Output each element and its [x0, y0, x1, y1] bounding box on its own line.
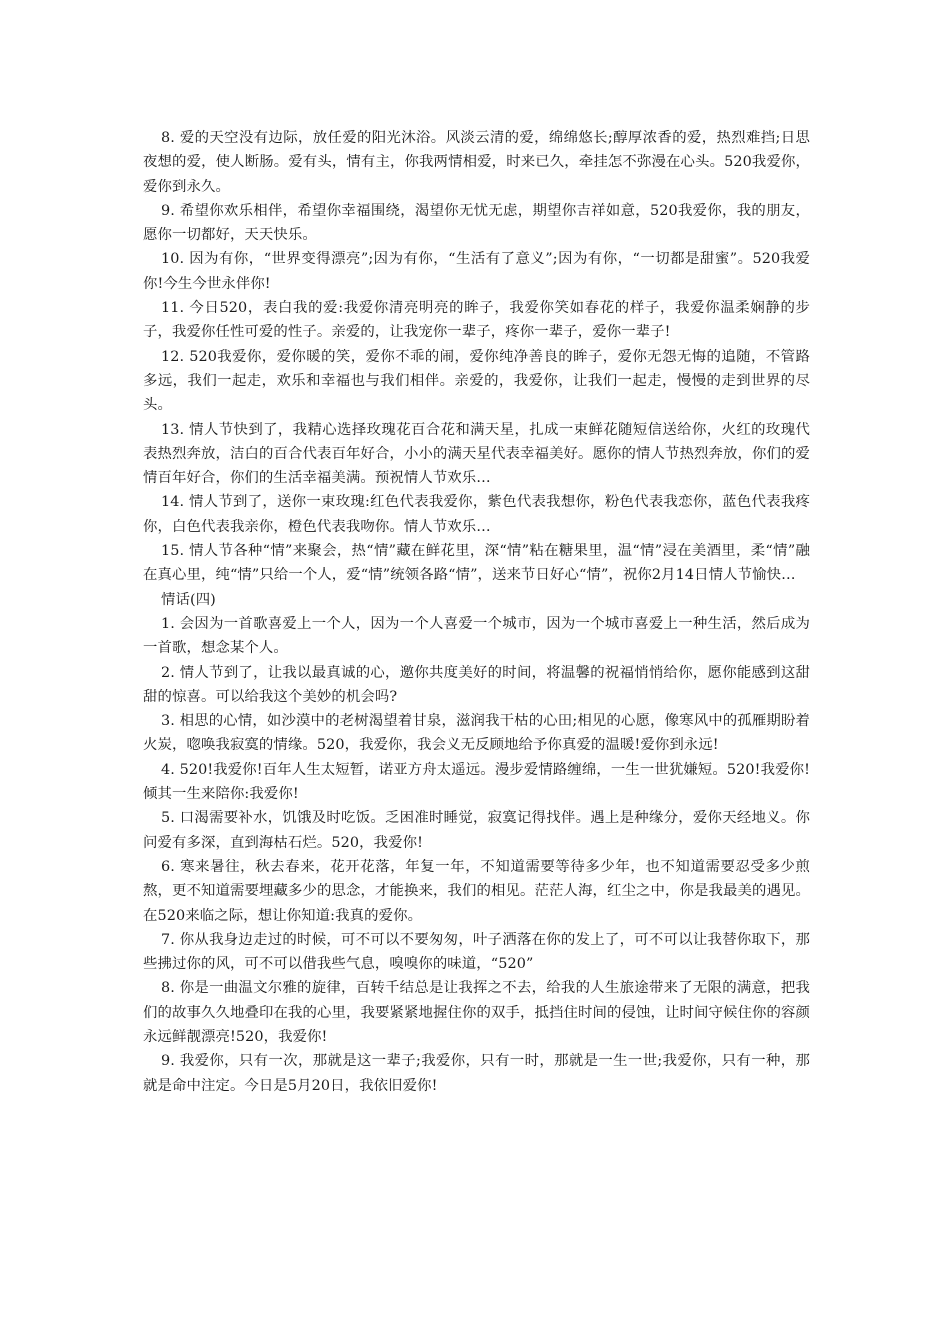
section4-paragraph-1: 1. 会因为一首歌喜爱上一个人，因为一个人喜爱一个城市，因为一个城市喜爱上一种生活，然后成为一首歌，想念某个人。 [143, 615, 810, 657]
paragraph-8: 8. 爱的天空没有边际，放任爱的阳光沐浴。风淡云清的爱，绵绵悠长;醇厚浓香的爱，热烈难挡;日思夜想的爱，使人断肠。爱有头，情有主，你我两情相爱，时来已久，牵挂怎不弥漫在心头。520我爱你，爱你到永久。 [143, 130, 810, 195]
paragraph-13: 13. 情人节快到了，我精心选择玫瑰花百合花和满天星，扎成一束鲜花随短信送给你，火红的玫瑰代表热烈奔放，洁白的百合代表百年好合，小小的满天星代表幸福美好。愿你的情人节热烈奔放，你们的爱情百年好合，你们的生活幸福美满。预祝情人节欢乐… [143, 421, 810, 487]
section4-paragraph-3: 3. 相思的心情，如沙漠中的老树渴望着甘泉，滋润我干枯的心田;相见的心愿，像寒风中的孤雁期盼着火炭，唿唤我寂寞的情缘。520，我爱你，我会义无反顾地给予你真爱的温暖!爱你到永远! [143, 713, 810, 754]
paragraph-14: 14. 情人节到了，送你一束玫瑰:红色代表我爱你，紫色代表我想你，粉色代表我恋你，蓝色代表我疼你，白色代表我亲你，橙色代表我吻你。情人节欢乐… [143, 494, 810, 535]
section4-paragraph-8: 8. 你是一曲温文尔雅的旋律，百转千结总是让我挥之不去，给我的人生旅途带来了无限的满意，把我们的故事久久地叠印在我的心里，我要紧紧地握住你的双手，抵挡住时间的侵蚀，让时间守候住你的容颜永远鲜靓漂亮!520，我爱你! [143, 980, 810, 1045]
paragraph-15: 15. 情人节各种“情”来聚会，热“情”藏在鲜花里，深“情”粘在糖果里，温“情”浸在美酒里，柔“情”融在真心里，纯“情”只给一个人，爱“情”统领各路“情”，送来节日好心“情”，祝你2月14日情人节愉快… [143, 543, 810, 584]
paragraph-10: 10. 因为有你，“世界变得漂亮”;因为有你，“生活有了意义”;因为有你，“一切都是甜蜜”。520我爱你!今生今世永伴你! [143, 251, 810, 292]
section-title: 情话(四) [161, 591, 216, 608]
section4-paragraph-6: 6. 寒来暑往，秋去春来，花开花落，年复一年，不知道需要等待多少年，也不知道需要忍受多少煎熬，更不知道需要埋藏多少的思念，才能换来，我们的相见。茫茫人海，红尘之中，你是我最美的遇见。在520来临之际，想让你知道:我真的爱你。 [143, 858, 810, 924]
section4-paragraph-4: 4. 520!我爱你!百年人生太短暂，诺亚方舟太遥远。漫步爱情路缠绵，一生一世犹嫌短。520!我爱你!倾其一生来陪你:我爱你! [143, 761, 810, 803]
section4-paragraph-2: 2. 情人节到了，让我以最真诚的心，邀你共度美好的时间，将温馨的祝福悄悄给你，愿你能感到这甜甜的惊喜。可以给我这个美妙的机会吗? [143, 664, 810, 705]
section4-paragraph-9: 9. 我爱你，只有一次，那就是这一辈子;我爱你，只有一时，那就是一生一世;我爱你，只有一种，那就是命中注定。今日是5月20日，我依旧爱你! [143, 1053, 810, 1094]
section4-paragraph-7: 7. 你从我身边走过的时候，可不可以不要匆匆，叶子洒落在你的发上了，可不可以让我替你取下，那些拂过你的风，可不可以借我些气息，嗅嗅你的味道，“520” [143, 931, 810, 973]
section4-paragraph-5: 5. 口渴需要补水，饥饿及时吃饭。乏困准时睡觉，寂寞记得找伴。遇上是种缘分，爱你天经地义。你问爱有多深，直到海枯石烂。520，我爱你! [143, 810, 810, 851]
document-page [143, 126, 810, 1098]
paragraph-12: 12. 520我爱你，爱你暖的笑，爱你不乖的闹，爱你纯净善良的眸子，爱你无怨无悔的追随，不管路多远，我们一起走，欢乐和幸福也与我们相伴。亲爱的，我爱你，让我们一起走，慢慢的走到世界的尽头。 [143, 348, 810, 414]
paragraph-11: 11. 今日520，表白我的爱:我爱你清亮明亮的眸子，我爱你笑如春花的样子，我爱你温柔娴静的步子，我爱你任性可爱的性子。亲爱的，让我宠你一辈子，疼你一辈子，爱你一辈子! [143, 300, 810, 341]
paragraph-9: 9. 希望你欢乐相伴，希望你幸福围绕，渴望你无忧无虑，期望你吉祥如意，520我爱你，我的朋友，愿你一切都好，天天快乐。 [143, 202, 810, 244]
